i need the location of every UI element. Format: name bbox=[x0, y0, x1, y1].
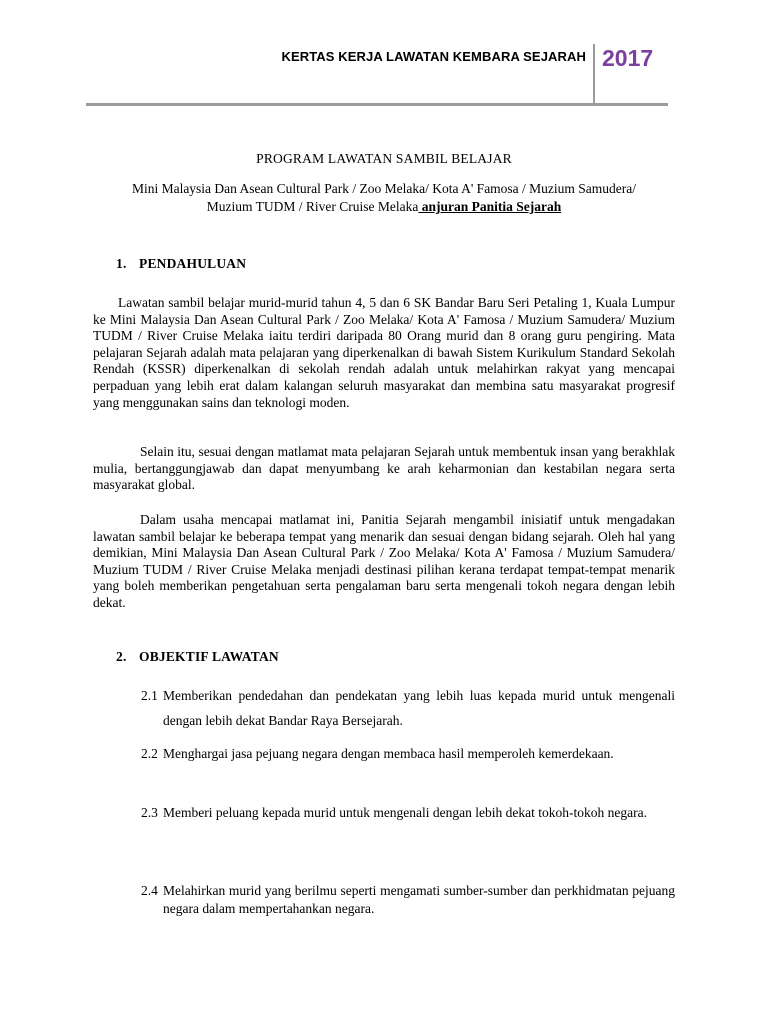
document-header-title: KERTAS KERJA LAWATAN KEMBARA SEJARAH bbox=[281, 49, 586, 64]
intro-paragraph-3: Dalam usaha mencapai matlamat ini, Panitia Sejarah mengambil inisiatif untuk mengadakan lawatan sambil belajar ke beberapa tempat yang menarik dan sesuai dengan bidang sejarah. Oleh hal yang demikian, Mini Malaysia Dan Asean Cultural Park / Zoo Melaka/ Kota A' Famosa / Muzium Samudera/ Muzium TUDM / River Cruise Melaka menjadi destinasi pilihan kerana terdapat tempat-tempat menarik yang boleh memberikan pengetahuan serta pengalaman baru serta mengenali tokoh negara dengan lebih dekat. bbox=[93, 512, 675, 610]
section-2-heading bbox=[116, 649, 279, 665]
objective-number: 2.2 bbox=[141, 746, 158, 761]
objective-text: Memberikan pendedahan dan pendekatan yang lebih luas kepada murid untuk mengenali dengan lebih dekat Bandar Raya Bersejarah. bbox=[163, 688, 675, 728]
section-1-heading bbox=[116, 256, 246, 272]
objective-text: Melahirkan murid yang berilmu seperti mengamati sumber-sumber dan perkhidmatan pejuang negara dalam mempertahankan negara. bbox=[163, 883, 675, 916]
subtitle-destinations: Muzium TUDM / River Cruise Melaka bbox=[206, 199, 419, 214]
program-subtitle bbox=[90, 180, 678, 216]
section-2-title: OBJEKTIF LAWATAN bbox=[139, 649, 279, 664]
intro-paragraph-2: Selain itu, sesuai dengan matlamat mata pelajaran Sejarah untuk membentuk insan yang berakhlak mulia, bertanggungjawab dan dapat menyumbang ke arah keharmonian dan kestabilan negara serta masyarakat global. bbox=[93, 444, 675, 493]
section-2-number: 2. bbox=[116, 649, 127, 664]
intro-paragraph-1: Lawatan sambil belajar murid-murid tahun 4, 5 dan 6 SK Bandar Baru Seri Petaling 1, Kuala Lumpur ke Mini Malaysia Dan Asean Cultural Park / Zoo Melaka/ Kota A' Famosa / Muzium Samudera/ Muzium TUDM / River Cruise Melaka iaitu terdiri daripada 80 Orang murid dan 8 orang guru pengiring. Mata pelajaran Sejarah adalah mata pelajaran yang diperkenalkan di bawah Sistem Kurikulum Standard Sekolah Rendah (KSSR) diperkenalkan di sekolah rendah adalah untuk melahirkan rakyat yang mencapai perpaduan yang lebih erat dalam kalangan seluruh masyarakat dan membina satu masyarakat progresif yang menggunakan sains dan teknologi moden. bbox=[93, 295, 675, 410]
subtitle-line-2 bbox=[90, 198, 678, 216]
section-1-number: 1. bbox=[116, 256, 127, 271]
objective-number: 2.4 bbox=[141, 883, 158, 898]
header-divider bbox=[593, 44, 595, 104]
objective-number: 2.1 bbox=[141, 688, 158, 703]
objective-text: Menghargai jasa pejuang negara dengan membaca hasil memperoleh kemerdekaan. bbox=[163, 746, 614, 761]
organizer-text: anjuran Panitia Sejarah bbox=[418, 199, 562, 214]
program-title: PROGRAM LAWATAN SAMBIL BELAJAR bbox=[256, 151, 512, 166]
section-1-title: PENDAHULUAN bbox=[139, 256, 247, 271]
objective-text: Memberi peluang kepada murid untuk mengenali dengan lebih dekat tokoh-tokoh negara. bbox=[163, 805, 647, 820]
subtitle-line-1: Mini Malaysia Dan Asean Cultural Park / Zoo Melaka/ Kota A' Famosa / Muzium Samudera/ bbox=[131, 181, 637, 196]
objective-number: 2.3 bbox=[141, 805, 158, 820]
header-year: 2017 bbox=[602, 45, 654, 71]
header-rule bbox=[86, 103, 668, 106]
